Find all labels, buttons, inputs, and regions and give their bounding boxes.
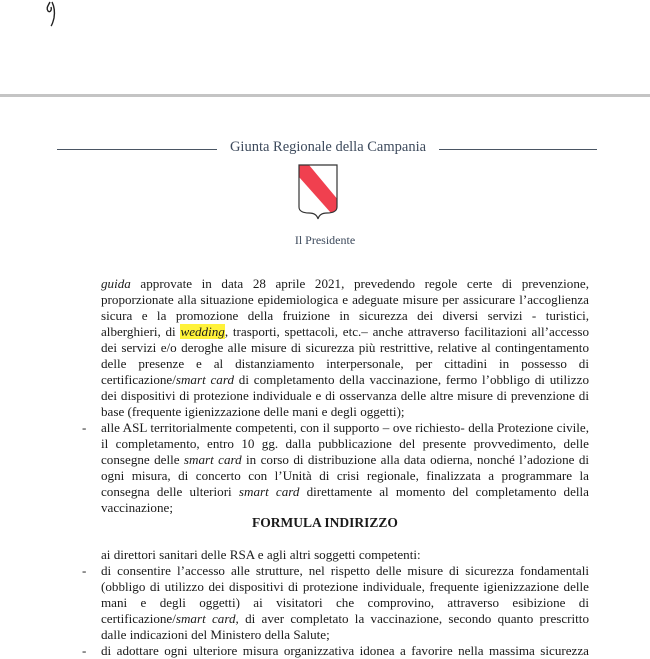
text-span: di aver completato la vaccinazione, secondo quanto prescritto bbox=[238, 611, 589, 626]
previous-page-bottom bbox=[0, 0, 650, 94]
text-line bbox=[101, 611, 589, 627]
text-line bbox=[101, 452, 589, 468]
text-line bbox=[101, 276, 589, 292]
italic-text: smart card bbox=[238, 484, 300, 499]
text-line: (obbligo di utilizzo dei dispositivi di protezione individuale, frequente igienizzazione delle bbox=[101, 579, 589, 594]
text-line: il completamento, entro 10 gg. dalla pubblicazione del presente provvedimento, delle bbox=[101, 436, 589, 451]
bullet-dash: - bbox=[82, 420, 87, 435]
text-line: sicura e la promozione della fruizione in sicurezza dei diversi servizi - turistici, bbox=[101, 308, 589, 323]
signature-mark bbox=[42, 0, 72, 30]
bullet-organizational bbox=[101, 643, 589, 659]
text-span: in corso di distribuzione alla data odierna, nonché l’adozione di bbox=[241, 452, 590, 467]
text-span: certificazione/ bbox=[101, 611, 176, 626]
text-line bbox=[101, 484, 589, 500]
text-line: alle ASL territorialmente competenti, con il supporto – ove richiesto- della Protezione civile, bbox=[101, 420, 589, 435]
campania-crest-icon bbox=[297, 163, 339, 221]
text-span: alberghieri, di bbox=[101, 324, 181, 339]
text-span: approvate in data 28 aprile 2021, prevedendo regole certe di prevenzione, bbox=[130, 276, 589, 291]
letterhead-rule-left bbox=[57, 149, 217, 150]
text-line: dei dispositivi di protezione individuale e di osservanza delle altre misure di prevenzione di bbox=[101, 388, 589, 403]
intro-line bbox=[101, 547, 589, 563]
text-span: , trasporti, spettacoli, etc.– anche attraverso facilitazioni all’accesso bbox=[224, 324, 589, 339]
italic-text: smart card bbox=[175, 372, 235, 387]
italic-text: smart card, bbox=[175, 611, 239, 626]
highlighted-word: wedding bbox=[180, 324, 225, 339]
text-line: proporzionate alla situazione epidemiologica e adeguate misure per assicurare l’accoglienza bbox=[101, 292, 589, 307]
text-line bbox=[101, 372, 589, 388]
text-line: base (frequente igienizzazione delle mani e degli oggetti); bbox=[101, 404, 405, 419]
text-line: di adottare ogni ulteriore misura organizzativa idonea a favorire nella massima sicurezza bbox=[101, 643, 589, 658]
text-line: mani e degli oggetti) ai visitatori che comprovino, attraverso esibizione di bbox=[101, 595, 589, 610]
text-line: ogni misura, di concerto con l’Unità di crisi regionale, finalizzata a programmare la bbox=[101, 468, 589, 483]
text-line: delle presenze e al distanziamento interpersonale, per cittadini in possesso di bbox=[101, 356, 589, 371]
office-title: Il Presidente bbox=[294, 233, 356, 247]
italic-text: smart card bbox=[183, 452, 242, 467]
bullet-dash: - bbox=[82, 563, 87, 578]
text-span: direttamente al momento del completamento della bbox=[299, 484, 589, 499]
text-line: di consentire l’accesso alle strutture, nel rispetto delle misure di sicurezza fondamentali bbox=[101, 563, 589, 578]
italic-text: guida bbox=[101, 276, 131, 291]
organization-name: Giunta Regionale della Campania bbox=[229, 139, 427, 155]
paragraph-guidelines bbox=[101, 276, 589, 420]
letterhead-rule-right bbox=[439, 149, 597, 150]
text-line: dalle indicazioni del Ministero della Salute; bbox=[101, 627, 330, 642]
text-span: consegna delle ulteriori bbox=[101, 484, 239, 499]
text-line bbox=[101, 324, 589, 340]
text-line: ai direttori sanitari delle RSA e agli altri soggetti competenti: bbox=[101, 547, 421, 562]
bullet-visitors bbox=[101, 563, 589, 643]
text-line: vaccinazione; bbox=[101, 500, 173, 515]
text-span: consegne delle bbox=[101, 452, 184, 467]
text-span: di completamento della vaccinazione, fermo l’obbligo di utilizzo bbox=[234, 372, 589, 387]
letterhead bbox=[57, 139, 597, 159]
bullet-asl bbox=[101, 420, 589, 516]
section-heading: FORMULA INDIRIZZO bbox=[252, 515, 398, 530]
text-line: dei servizi e/o deroghe alle misure di sicurezza più restrittive, relative al contingentamento bbox=[101, 340, 589, 355]
bullet-dash: - bbox=[82, 643, 87, 658]
text-span: certificazione/ bbox=[101, 372, 176, 387]
